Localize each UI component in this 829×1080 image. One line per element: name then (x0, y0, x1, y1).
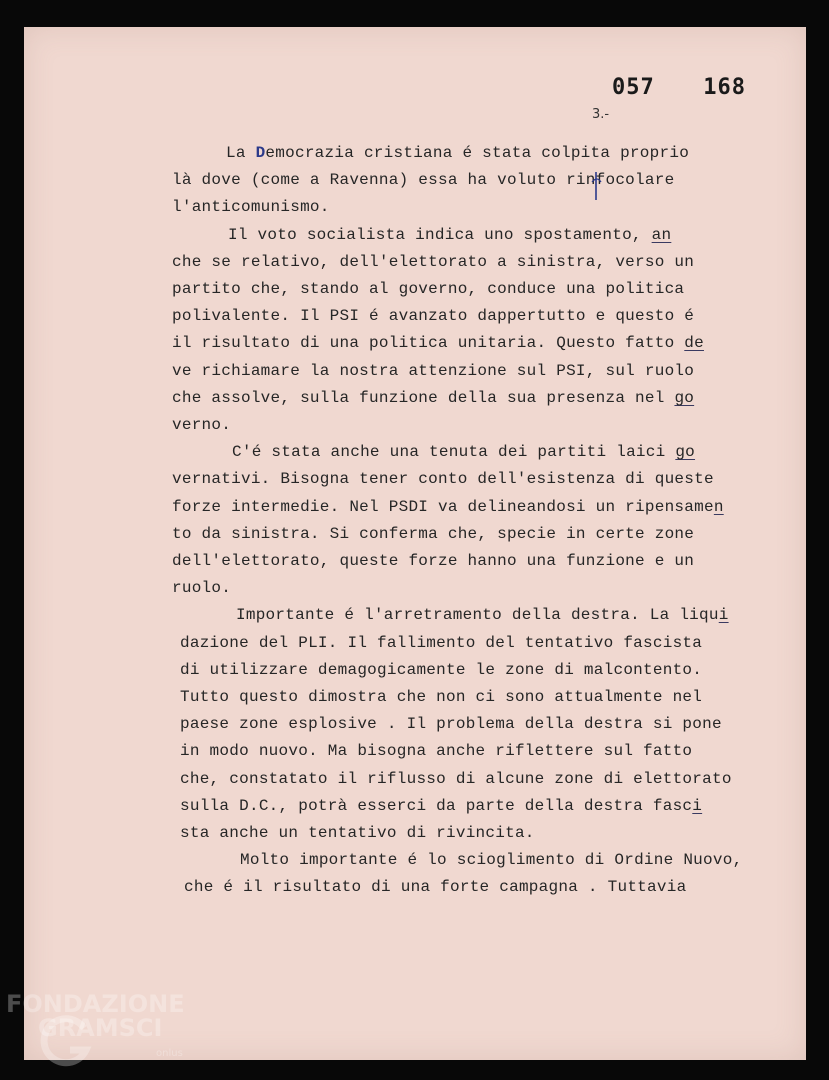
hyphenation-underline: i (718, 606, 729, 624)
line-text: che assolve, sulla funzione della sua presenza nel (172, 389, 675, 407)
hyphenation-underline: an (651, 226, 672, 244)
line-text: Tutto questo dimostra che non ci sono attualmente nel (180, 688, 703, 706)
line-text: Molto importante é lo scioglimento di Ordine Nuovo, (240, 851, 743, 869)
text-line (180, 661, 702, 679)
text-line (240, 851, 742, 869)
hyphenation-underline: go (675, 443, 696, 461)
text-line (226, 144, 689, 162)
text-line (180, 770, 732, 788)
line-text: sta anche un tentativo di rivincita. (180, 824, 535, 842)
line-text: partito che, stando al governo, conduce una politica (172, 280, 685, 298)
line-text: forze intermedie. Nel PSDI va delineandosi un ripensame (172, 498, 714, 516)
text-line (172, 334, 704, 352)
text-line (172, 525, 694, 543)
corrected-letter: D (255, 144, 266, 162)
text-line (172, 362, 694, 380)
document-page (24, 27, 806, 1060)
text-line (180, 824, 535, 842)
text-line (236, 606, 729, 624)
text-line (180, 634, 702, 652)
text-line (180, 742, 692, 760)
hyphenation-underline: go (674, 389, 695, 407)
text-line (172, 389, 694, 407)
line-text: C'é stata anche una tenuta dei partiti laici (232, 443, 676, 461)
line-text: paese zone esplosive . Il problema della destra si pone (180, 715, 722, 733)
line-text: polivalente. Il PSI é avanzato dappertutto e questo é (172, 307, 695, 325)
hyphenation-underline: n (713, 498, 724, 516)
handwritten-correction-mark (590, 170, 604, 202)
line-text: di utilizzare demagogicamente le zone di malcontento. (180, 661, 703, 679)
line-text: là dove (come a Ravenna) essa ha voluto rinfocolare (172, 171, 675, 189)
text-line (184, 878, 686, 896)
watermark-line-2: GRAMSCI (38, 1014, 163, 1042)
line-text: che, constatato il riflusso di alcune zone di elettorato (180, 770, 732, 788)
line-text: dazione del PLI. Il fallimento del tentativo fascista (180, 634, 703, 652)
line-text: vernativi. Bisogna tener conto dell'esistenza di queste (172, 470, 714, 488)
hyphenation-underline: i (692, 797, 703, 815)
line-text: verno. (172, 416, 232, 434)
line-text: Importante é l'arretramento della destra. La liqu (236, 606, 719, 624)
text-line (172, 470, 714, 488)
watermark-line-1: FONDAZIONE (6, 990, 185, 1018)
text-line (180, 715, 722, 733)
text-line (172, 307, 694, 325)
text-line (180, 797, 702, 815)
line-text: to da sinistra. Si conferma che, specie in certe zone (172, 525, 695, 543)
text-line (172, 253, 694, 271)
line-text: che é il risultato di una forte campagna . Tuttavia (184, 878, 687, 896)
text-line (228, 226, 671, 244)
line-text: emocrazia cristiana é stata colpita proprio (265, 144, 690, 162)
line-text: in modo nuovo. Ma bisogna anche riflettere sul fatto (180, 742, 693, 760)
text-line (172, 498, 724, 516)
hyphenation-underline: de (684, 334, 704, 352)
line-text: l'anticomunismo. (172, 198, 330, 216)
text-line (172, 552, 694, 570)
page-number: 3.- (592, 107, 610, 122)
line-text: Il voto socialista indica uno spostamento, (228, 226, 652, 244)
line-text: La (226, 144, 256, 162)
fondazione-gramsci-watermark (6, 990, 206, 1070)
line-text: dell'elettorato, queste forze hanno una funzione e un (172, 552, 695, 570)
text-line (172, 198, 330, 216)
watermark-line-3: onlus (156, 1048, 183, 1059)
line-text: il risultato di una politica unitaria. Questo fatto (172, 334, 685, 352)
text-line (232, 443, 695, 461)
line-text: ve richiamare la nostra attenzione sul PSI, sul ruolo (172, 362, 695, 380)
line-text: che se relativo, dell'elettorato a sinistra, verso un (172, 253, 695, 271)
text-line (172, 579, 231, 597)
archive-document-number: 057 168 (612, 75, 746, 100)
text-line (172, 416, 231, 434)
text-line (172, 280, 684, 298)
text-line (180, 688, 702, 706)
line-text: ruolo. (172, 579, 232, 597)
line-text: sulla D.C., potrà esserci da parte della destra fasc (180, 797, 693, 815)
